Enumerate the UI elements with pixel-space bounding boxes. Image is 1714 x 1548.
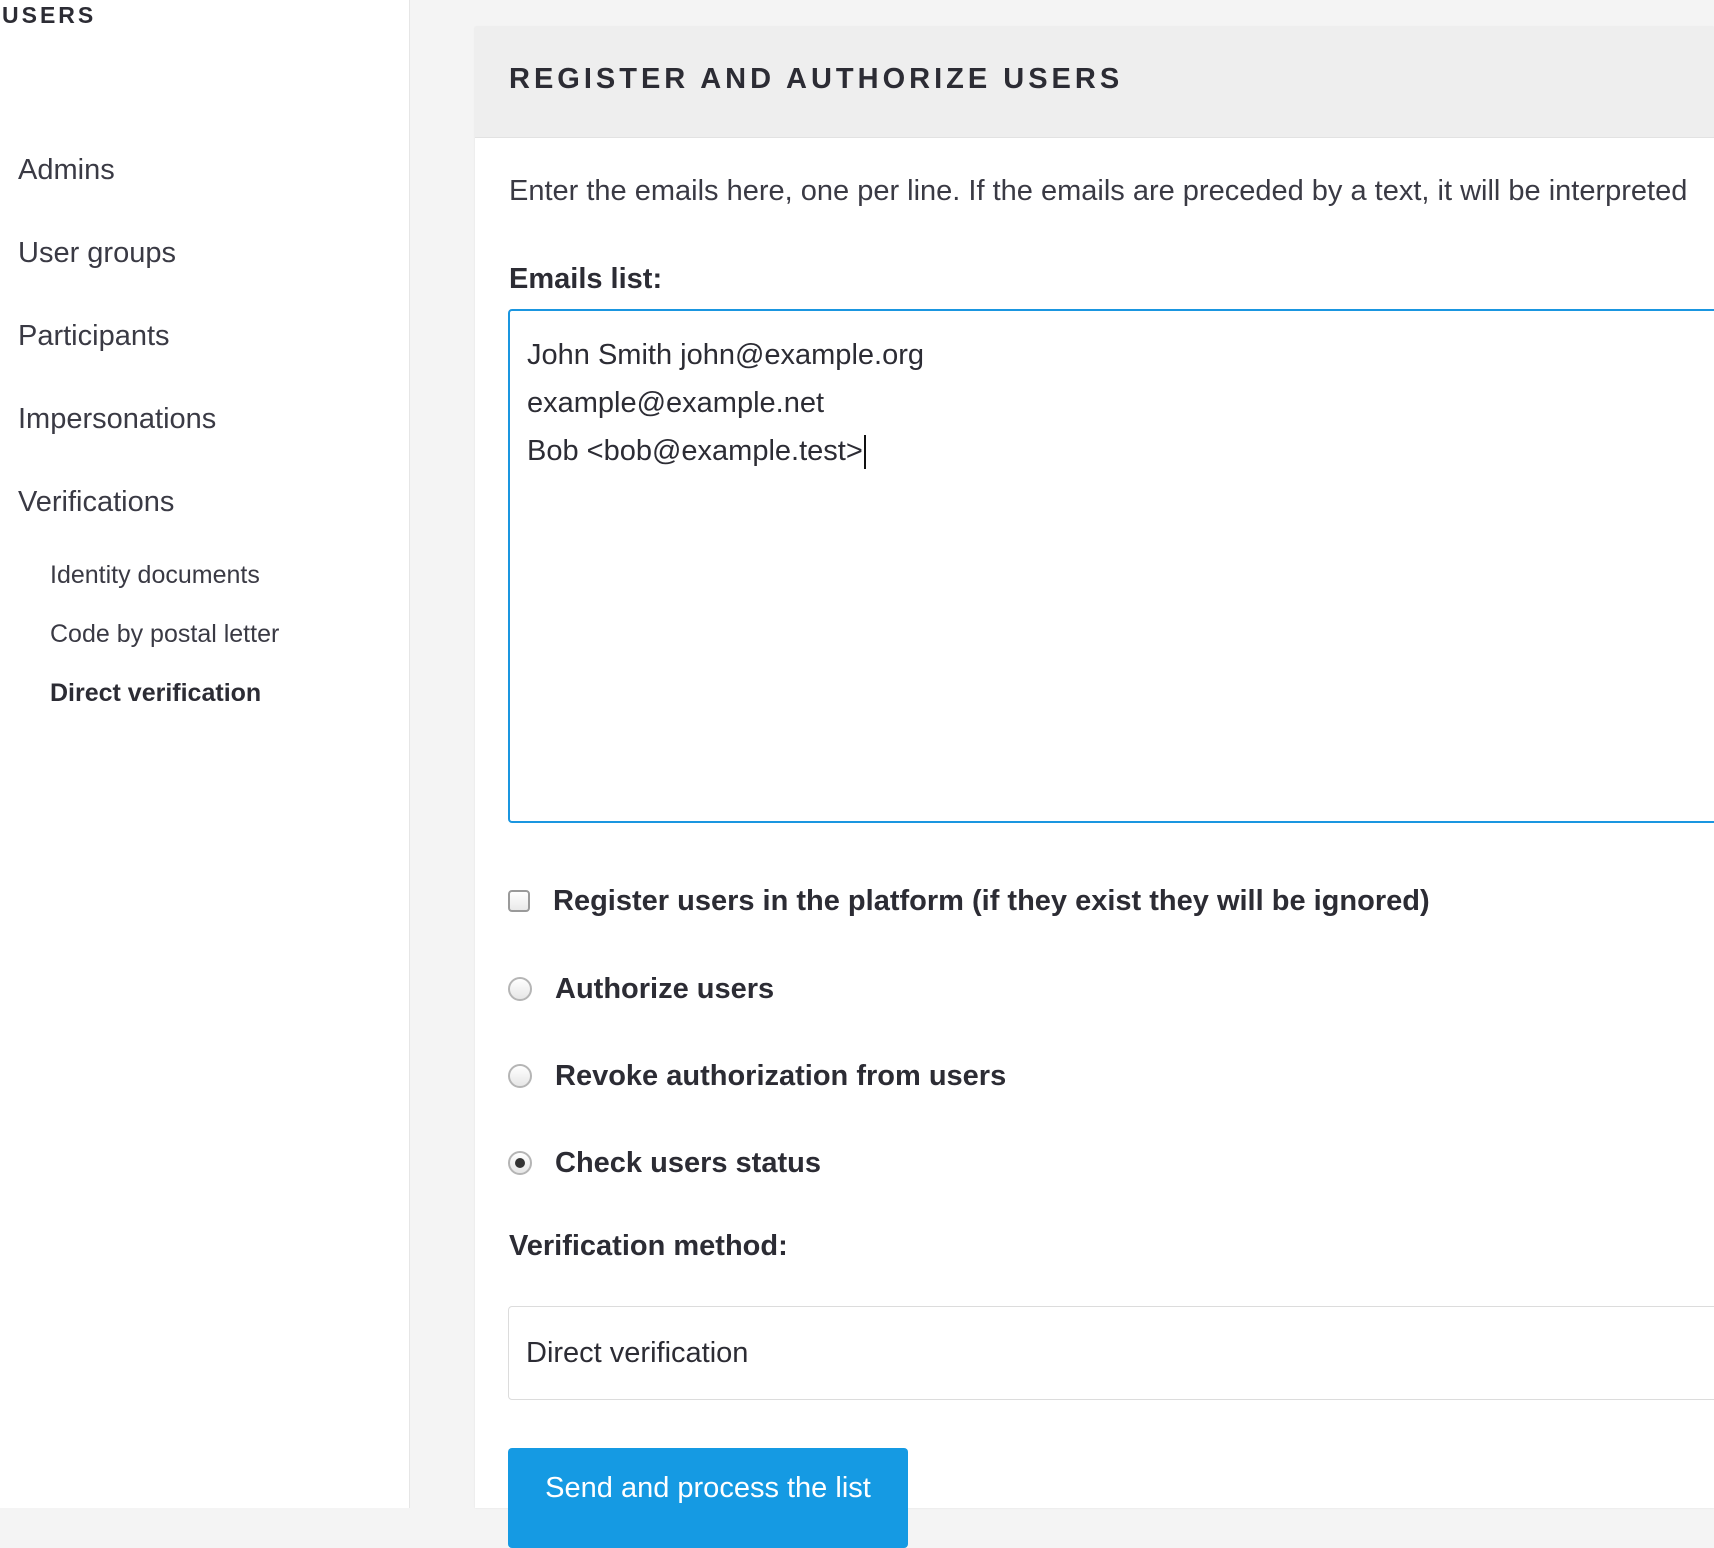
emails-line: example@example.net: [527, 387, 825, 419]
register-users-checkbox[interactable]: [508, 890, 530, 912]
authorize-users-option[interactable]: [508, 969, 774, 1009]
register-users-card: [475, 27, 1714, 1508]
text-caret: [864, 435, 866, 469]
check-status-option[interactable]: [508, 1143, 821, 1183]
sidebar-item-participants[interactable]: Participants: [18, 320, 170, 352]
emails-list-label: Emails list:: [509, 263, 663, 295]
verification-method-select[interactable]: [508, 1306, 1714, 1400]
emails-list-textarea[interactable]: [508, 309, 1714, 823]
sidebar-item-user-groups[interactable]: User groups: [18, 237, 176, 269]
send-and-process-button[interactable]: Send and process the list: [508, 1448, 908, 1548]
emails-line-with-caret: [527, 427, 1714, 475]
sidebar-item-impersonations[interactable]: Impersonations: [18, 403, 217, 435]
sidebar-title: USERS: [2, 2, 97, 28]
card-header: [475, 27, 1714, 138]
revoke-authorization-option[interactable]: [508, 1056, 1006, 1096]
authorize-users-radio[interactable]: [508, 977, 532, 1001]
authorize-users-label[interactable]: Authorize users: [555, 972, 775, 1005]
emails-line: John Smith john@example.org: [527, 339, 924, 371]
sidebar-subitem-identity-documents[interactable]: Identity documents: [50, 561, 260, 589]
register-users-label[interactable]: Register users in the platform (if they exist they will be ignored): [553, 884, 1430, 917]
verification-method-value: Direct verification: [526, 1336, 749, 1369]
register-users-option[interactable]: [508, 881, 1430, 921]
sidebar-item-verifications[interactable]: Verifications: [18, 486, 175, 518]
check-status-label[interactable]: Check users status: [555, 1146, 821, 1179]
sidebar-subitem-postal-letter[interactable]: Code by postal letter: [50, 620, 280, 648]
sidebar: [0, 0, 410, 1508]
intro-text: Enter the emails here, one per line. If the emails are preceded by a text, it will be interpreted: [509, 175, 1688, 207]
emails-line: Bob <bob@example.test>: [527, 435, 863, 467]
sidebar-subitem-direct-verification[interactable]: Direct verification: [50, 679, 262, 707]
card-title: REGISTER AND AUTHORIZE USERS: [509, 63, 1124, 95]
sidebar-item-admins[interactable]: Admins: [18, 154, 115, 186]
check-status-radio[interactable]: [508, 1151, 532, 1175]
revoke-authorization-radio[interactable]: [508, 1064, 532, 1088]
revoke-authorization-label[interactable]: Revoke authorization from users: [555, 1059, 1007, 1092]
verification-method-label: Verification method:: [509, 1230, 788, 1262]
